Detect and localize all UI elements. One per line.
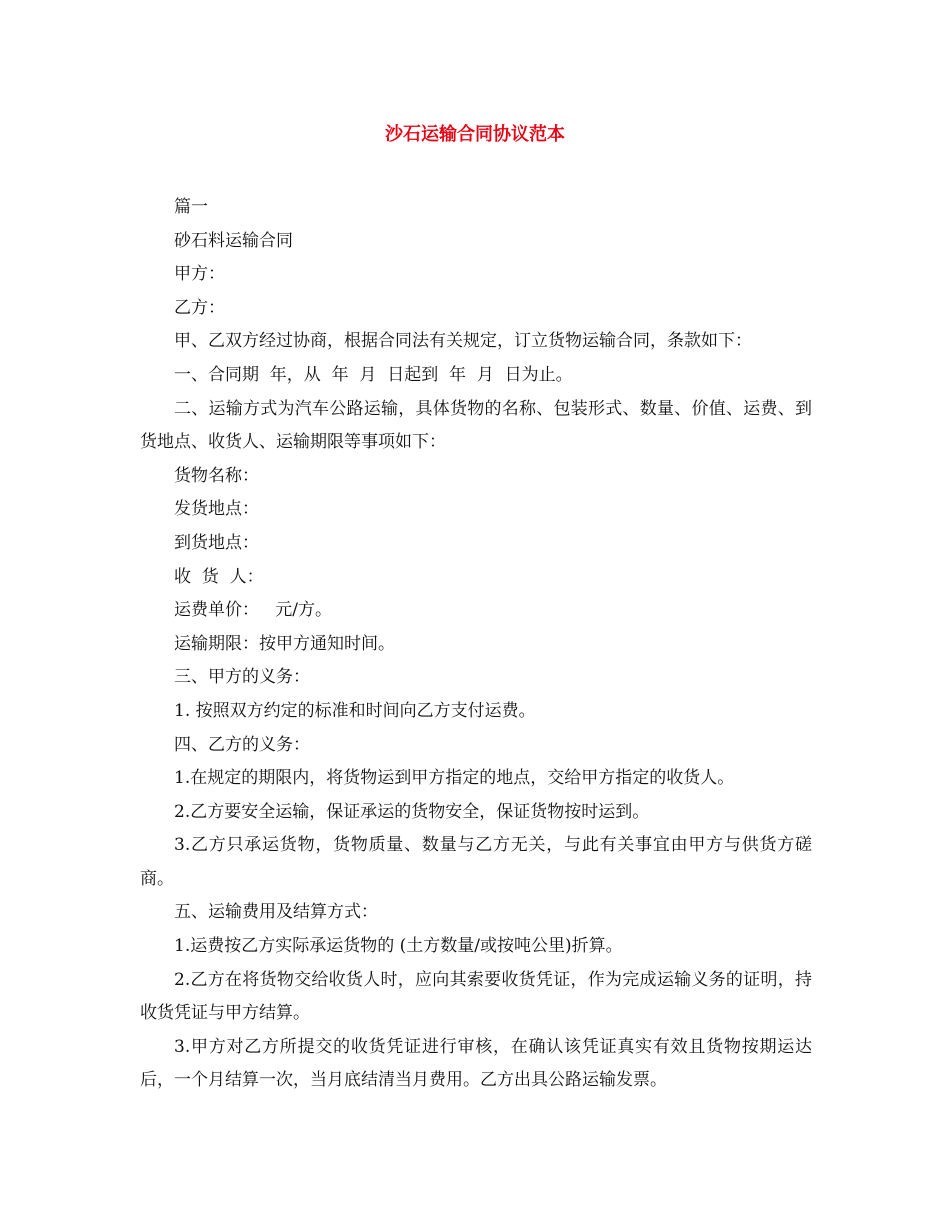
paragraph: 2.乙方要安全运输，保证承运的货物安全，保证货物按时运到。 (174, 801, 650, 822)
paragraph: 篇一 (174, 197, 208, 217)
paragraph: 货物名称： (174, 465, 259, 486)
paragraph: 一、合同期 年，从 年 月 日起到 年 月 日为止。 (174, 364, 573, 385)
paragraph: 1.在规定的期限内，将货物运到甲方指定的地点，交给甲方指定的收货人。 (174, 768, 735, 789)
paragraph: 收 货 人： (174, 566, 264, 587)
paragraph: 3.甲方对乙方所提交的收货凭证进行审核，在确认该凭证真实有效且货物按期运达后，一个月结算一次，当月底结清当月费用。乙方出具公路运输发票。 (140, 1036, 812, 1091)
document-body (140, 191, 812, 1098)
paragraph: 甲、乙双方经过协商，根据合同法有关规定，订立货物运输合同，条款如下： (174, 331, 752, 352)
paragraph: 三、甲方的义务： (174, 667, 310, 688)
paragraph: 发货地点： (174, 499, 259, 520)
paragraph: 1.运费按乙方实际承运货物的 (土方数量/或按吨公里)折算。 (174, 936, 623, 957)
paragraph: 二、运输方式为汽车公路运输，具体货物的名称、包装形式、数量、价值、运费、到货地点、收货人、运输期限等事项如下： (140, 398, 812, 453)
paragraph: 2.乙方在将货物交给收货人时，应向其索要收货凭证，作为完成运输义务的证明，持收货凭证与甲方结算。 (140, 969, 812, 1024)
paragraph: 运输期限：按甲方通知时间。 (174, 633, 395, 654)
paragraph: 3.乙方只承运货物，货物质量、数量与乙方无关，与此有关事宜由甲方与供货方磋商。 (140, 835, 812, 889)
paragraph: 砂石料运输合同 (174, 230, 293, 251)
paragraph: 四、乙方的义务： (174, 734, 310, 755)
paragraph: 乙方： (174, 297, 225, 318)
paragraph: 1. 按照双方约定的标准和时间向乙方支付运费。 (174, 700, 536, 721)
document-title: 沙石运输合同协议范本 (385, 124, 565, 145)
paragraph: 运费单价： 元/方。 (174, 600, 332, 621)
paragraph: 到货地点： (174, 532, 259, 553)
paragraph: 五、运输费用及结算方式： (174, 902, 378, 923)
paragraph: 甲方： (174, 264, 225, 285)
